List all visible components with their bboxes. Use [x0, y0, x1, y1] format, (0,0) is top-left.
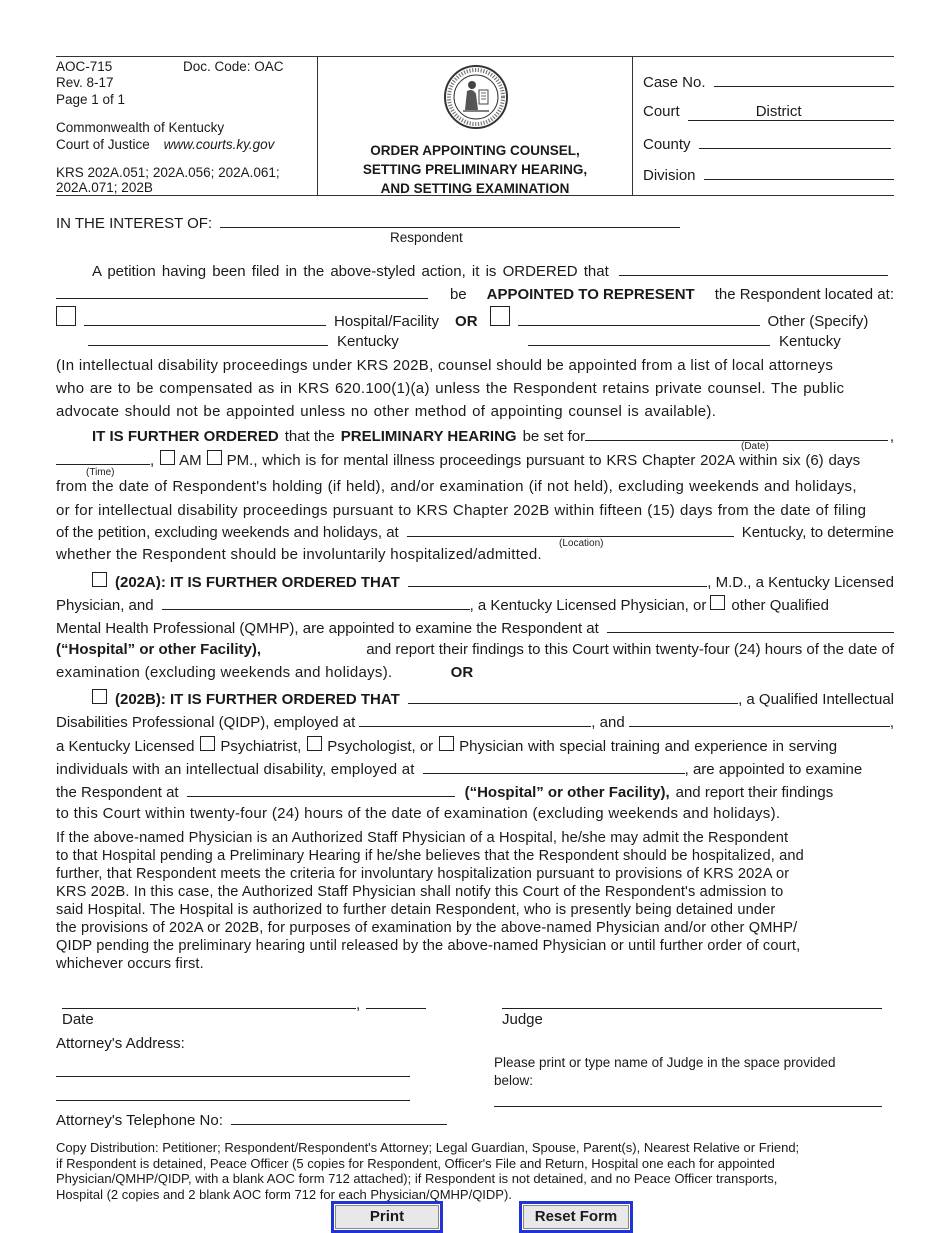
attorney-phone-row — [56, 1110, 447, 1129]
hospital-facility-bold-2: (“Hospital” or other Facility), — [464, 784, 670, 801]
licensed-physician-text: , a Kentucky Licensed Physician, or — [469, 597, 707, 614]
psychiatrist-checkbox[interactable] — [200, 736, 215, 751]
counsel-note-line-2: who are to be compensated as in KRS 620.100(1)(a) unless the Respondent retains private counsel. The public — [56, 380, 845, 397]
print-judge-line-2: below: — [494, 1073, 534, 1088]
exam-or: OR — [450, 664, 474, 681]
other-city-row — [528, 331, 841, 350]
print-judge-line-1: Please print or type name of Judge in the space provided — [494, 1055, 836, 1070]
hospital-city-field[interactable] — [88, 331, 328, 346]
md-name-field[interactable] — [408, 572, 708, 587]
am-label: AM — [179, 452, 202, 469]
exam-202a-heading: (202A): IT IS FURTHER ORDERED THAT — [115, 574, 400, 591]
date-label: Date — [62, 1011, 94, 1028]
form-title-line-3: AND SETTING EXAMINATION — [380, 181, 570, 196]
respondent-at-text: the Respondent at — [56, 784, 179, 801]
form-title-line-2: SETTING PRELIMINARY HEARING, — [362, 162, 588, 177]
hospital-facility-checkbox[interactable] — [56, 306, 76, 326]
attorney-address-field-1[interactable] — [56, 1062, 410, 1077]
print-button[interactable]: Print — [331, 1201, 443, 1233]
case-no-label: Case No. — [643, 74, 706, 91]
exam-202a-line-3 — [56, 618, 894, 637]
revision: Rev. 8-17 — [56, 75, 114, 90]
qidp-employer-field[interactable] — [359, 712, 591, 727]
appoint-line-2 — [56, 284, 894, 303]
counsel-name-field[interactable] — [619, 261, 888, 276]
exam-202b-line-2 — [56, 712, 894, 731]
exam-excluding-text: examination (excluding weekends and holidays). — [56, 664, 393, 681]
header-divider-right — [632, 56, 633, 195]
counsel-note-line-1: (In intellectual disability proceedings under KRS 202B, counsel should be appointed from a list of local attorneys — [56, 357, 834, 374]
licensed-text: a Kentucky Licensed — [56, 738, 195, 755]
authorized-line-6: the provisions of 202A or 202B, for purposes of examination by the above-named Physician and/or other QMHP/ — [56, 920, 798, 936]
counsel-note-line-3: advocate should not be appointed unless no other method of appointing counsel is available). — [56, 403, 717, 420]
other-city-field[interactable] — [528, 331, 770, 346]
appointed-to-represent: APPOINTED TO REPRESENT — [486, 286, 695, 303]
court-of-justice: Court of Justice — [56, 137, 150, 152]
other-qualified-text: other Qualified — [731, 597, 829, 614]
date-signature-row — [62, 994, 426, 1013]
second-physician-field[interactable] — [162, 595, 470, 610]
am-checkbox[interactable] — [160, 450, 175, 465]
report-findings-text-2: and report their findings — [675, 784, 834, 801]
exam-202b-checkbox[interactable] — [92, 689, 107, 704]
authorized-line-1: If the above-named Physician is an Authorized Staff Physician of a Hospital, he/she may admit the Respondent — [56, 830, 789, 846]
attorney-address-line-2 — [56, 1086, 410, 1105]
other-specify-label: Other (Specify) — [767, 313, 869, 330]
distribution-line-4: Hospital (2 copies and 2 blank AOC form 712 for each Physician/QMHP/QIDP). — [56, 1186, 512, 1202]
case-no-row — [643, 72, 894, 91]
hearing-date-field[interactable] — [585, 426, 888, 441]
case-no-field[interactable] — [714, 72, 894, 87]
county-field[interactable] — [699, 134, 891, 149]
hospital-facility-label: Hospital/Facility — [334, 313, 440, 330]
examiner-employer-field[interactable] — [423, 759, 685, 774]
division-label: Division — [643, 167, 696, 184]
attorney-phone-field[interactable] — [231, 1110, 447, 1125]
commonwealth: Commonwealth of Kentucky — [56, 120, 225, 135]
judge-signature-field[interactable] — [502, 994, 882, 1009]
hearing-line-4: or for intellectual disability proceedings pursuant to KRS Chapter 202B within fifteen (15) days from the date of filing — [56, 502, 867, 519]
appoint-be: be — [449, 286, 467, 303]
judge-printed-name-row — [494, 1092, 882, 1111]
attorney-address-label: Attorney's Address: — [56, 1035, 185, 1052]
website-link[interactable]: www.courts.ky.gov — [163, 137, 275, 152]
county-row — [643, 134, 891, 153]
qidp-name-field[interactable] — [408, 689, 738, 704]
examination-facility-field[interactable] — [187, 782, 455, 797]
authorized-line-2: to that Hospital pending a Preliminary Hearing if he/she believes that the Respondent should be hospitalized, and — [56, 848, 804, 864]
hospital-city-row — [88, 331, 399, 350]
hospital-kentucky: Kentucky — [337, 333, 399, 350]
authorized-line-8: whichever occurs first. — [56, 956, 204, 972]
attorney-address-line-1 — [56, 1062, 410, 1081]
physician-and: Physician, and — [56, 597, 154, 614]
exam-202a-line-4 — [56, 641, 894, 658]
respondent-caption: Respondent — [390, 230, 463, 245]
preliminary-hearing: PRELIMINARY HEARING — [340, 428, 517, 445]
authorized-line-7: QIDP pending the preliminary hearing until released by the above-named Physician or until further order of court, — [56, 938, 801, 954]
location-caption: (Location) — [559, 538, 604, 549]
exam-202a-line-2 — [56, 595, 894, 614]
date-caption: (Date) — [741, 441, 769, 452]
court-of-justice-line — [56, 136, 296, 153]
appoint-text-1: A petition having been filed in the above-styled action, it is ORDERED that — [92, 263, 609, 280]
exam-202b-line-1 — [56, 689, 894, 708]
qmhp-text: Mental Health Professional (QMHP), are appointed to examine the Respondent at — [56, 620, 599, 637]
second-examiner-comma: , — [889, 714, 894, 731]
court-row — [643, 103, 894, 121]
copy-distribution — [56, 1140, 894, 1202]
hearing-pm-text: PM., which is for mental illness proceedings pursuant to KRS Chapter 202A within six (6) days — [226, 452, 861, 469]
judge-label: Judge — [502, 1011, 543, 1028]
authorized-line-3: further, that Respondent meets the criteria for involuntary hospitalization pursuant to provisions of KRS 202A or — [56, 866, 790, 882]
judge-signature-row — [502, 994, 882, 1013]
further-ordered-1: IT IS FURTHER ORDERED — [92, 428, 279, 445]
hearing-determine-text: Kentucky, to determine — [741, 524, 894, 541]
exam-202b-line-3 — [56, 736, 894, 755]
report-findings-text: and report their findings to this Court within twenty-four (24) hours of the date of — [366, 641, 894, 658]
time-caption: (Time) — [86, 467, 115, 478]
psychologist-checkbox[interactable] — [307, 736, 322, 751]
other-location-field[interactable] — [518, 311, 760, 326]
exam-202a-line-5 — [56, 664, 556, 681]
attorney-address-field-2[interactable] — [56, 1086, 410, 1101]
qidp-employed-text: Disabilities Professional (QIDP), employed at — [56, 714, 356, 731]
exam-202b-line-6: to this Court within twenty-four (24) hours of the date of examination (excluding weekends and holidays). — [56, 805, 781, 822]
hearing-set-for: be set for — [522, 428, 586, 445]
exam-202a-checkbox[interactable] — [92, 572, 107, 587]
exam-202a-line-1 — [56, 572, 894, 591]
psychiatrist-label: Psychiatrist, — [220, 738, 302, 755]
psychologist-label: Psychologist, or — [327, 738, 434, 755]
authorized-line-5: said Hospital. The Hospital is authorized to further detain Respondent, who is presently being detained under — [56, 902, 776, 918]
other-location-checkbox[interactable] — [490, 306, 510, 326]
attorney-phone-label: Attorney's Telephone No: — [56, 1112, 223, 1129]
form-title-line-1: ORDER APPOINTING COUNSEL, — [370, 143, 580, 158]
year-field[interactable] — [366, 994, 426, 1009]
appoint-located-at: the Respondent located at: — [714, 286, 894, 303]
interest-row — [56, 213, 680, 232]
print-judge-instructions — [494, 1054, 886, 1090]
authorized-physician-paragraph — [56, 829, 887, 973]
physician-checkbox[interactable] — [439, 736, 454, 751]
hearing-time-comma: , — [150, 452, 155, 469]
appoint-line-1 — [56, 261, 894, 280]
kentucky-seal-icon — [443, 64, 509, 130]
exam-location-field[interactable] — [607, 618, 894, 633]
division-row — [643, 165, 894, 184]
hearing-location-field[interactable] — [407, 522, 734, 537]
hearing-that-the: that the — [284, 428, 335, 445]
appointed-examine-text: , are appointed to examine — [684, 761, 863, 778]
appoint-or: OR — [455, 313, 478, 330]
hearing-body — [56, 475, 894, 523]
second-examiner-field[interactable] — [629, 712, 890, 727]
hearing-line-6: whether the Respondent should be involuntarily hospitalized/admitted. — [56, 546, 542, 563]
counsel-name-field-2[interactable] — [56, 284, 428, 299]
court-field[interactable]: District — [688, 103, 894, 121]
hearing-time-field[interactable] — [56, 450, 150, 465]
form-title — [318, 141, 632, 198]
hearing-line-2 — [56, 450, 894, 469]
hearing-line-5 — [56, 522, 894, 541]
distribution-line-2: if Respondent is detained, Peace Officer (5 copies for Respondent, Officer's File and Return, Hospital one each for appointed — [56, 1155, 775, 1171]
date-comma: , — [356, 996, 361, 1013]
qidp-text: , a Qualified Intellectual — [738, 691, 894, 708]
reset-form-button[interactable]: Reset Form — [519, 1201, 633, 1233]
distribution-line-1: Copy Distribution: Petitioner; Respondent/Respondent's Attorney; Legal Guardian, Spouse, Parent(s), Nearest Relative or Friend; — [56, 1140, 800, 1155]
authorized-line-4: KRS 202B. In this case, the Authorized Staff Physician shall notify this Court of the Respondent's admission to — [56, 884, 784, 900]
individuals-text: individuals with an intellectual disability, employed at — [56, 761, 415, 778]
statutes-line-2: 202A.071; 202B — [56, 180, 153, 195]
judge-printed-name-field[interactable] — [494, 1092, 882, 1107]
counsel-note — [56, 354, 894, 423]
form-id: AOC-715 — [56, 59, 113, 74]
exam-202b-line-4 — [56, 759, 894, 778]
other-kentucky: Kentucky — [779, 333, 841, 350]
appoint-line-3 — [56, 306, 888, 330]
md-licensed-text: , M.D., a Kentucky Licensed — [707, 574, 894, 591]
exam-202b-heading: (202B): IT IS FURTHER ORDERED THAT — [115, 691, 400, 708]
interest-label: IN THE INTEREST OF: — [56, 215, 213, 232]
hearing-at-text: of the petition, excluding weekends and holidays, at — [56, 524, 399, 541]
hearing-comma: , — [889, 428, 894, 445]
division-field[interactable] — [704, 165, 894, 180]
county-label: County — [643, 136, 691, 153]
qidp-and: , and — [591, 714, 625, 731]
exam-202b-line-5 — [56, 782, 894, 801]
hospital-name-field[interactable] — [84, 311, 326, 326]
statutes-line-1: KRS 202A.051; 202A.056; 202A.061; — [56, 165, 280, 180]
court-label: Court — [643, 103, 680, 120]
date-field[interactable] — [62, 994, 356, 1009]
pm-checkbox[interactable] — [207, 450, 222, 465]
qmhp-checkbox[interactable] — [710, 595, 725, 610]
hearing-line-3: from the date of Respondent's holding (if held), and/or examination (if not held), excluding weekends and holidays, — [56, 478, 857, 495]
physician-label: Physician with special training and experience in serving — [459, 738, 838, 755]
header-top-rule — [56, 56, 894, 57]
distribution-line-3: Physician/QMHP/QIDP, with a blank AOC form 712 attached); if Respondent is not detained, and no Peace Officer transports, — [56, 1171, 778, 1186]
respondent-name-field[interactable] — [220, 213, 680, 228]
page-number: Page 1 of 1 — [56, 92, 126, 107]
hospital-facility-bold: (“Hospital” or other Facility), — [56, 641, 262, 658]
doc-code: Doc. Code: OAC — [183, 59, 284, 74]
